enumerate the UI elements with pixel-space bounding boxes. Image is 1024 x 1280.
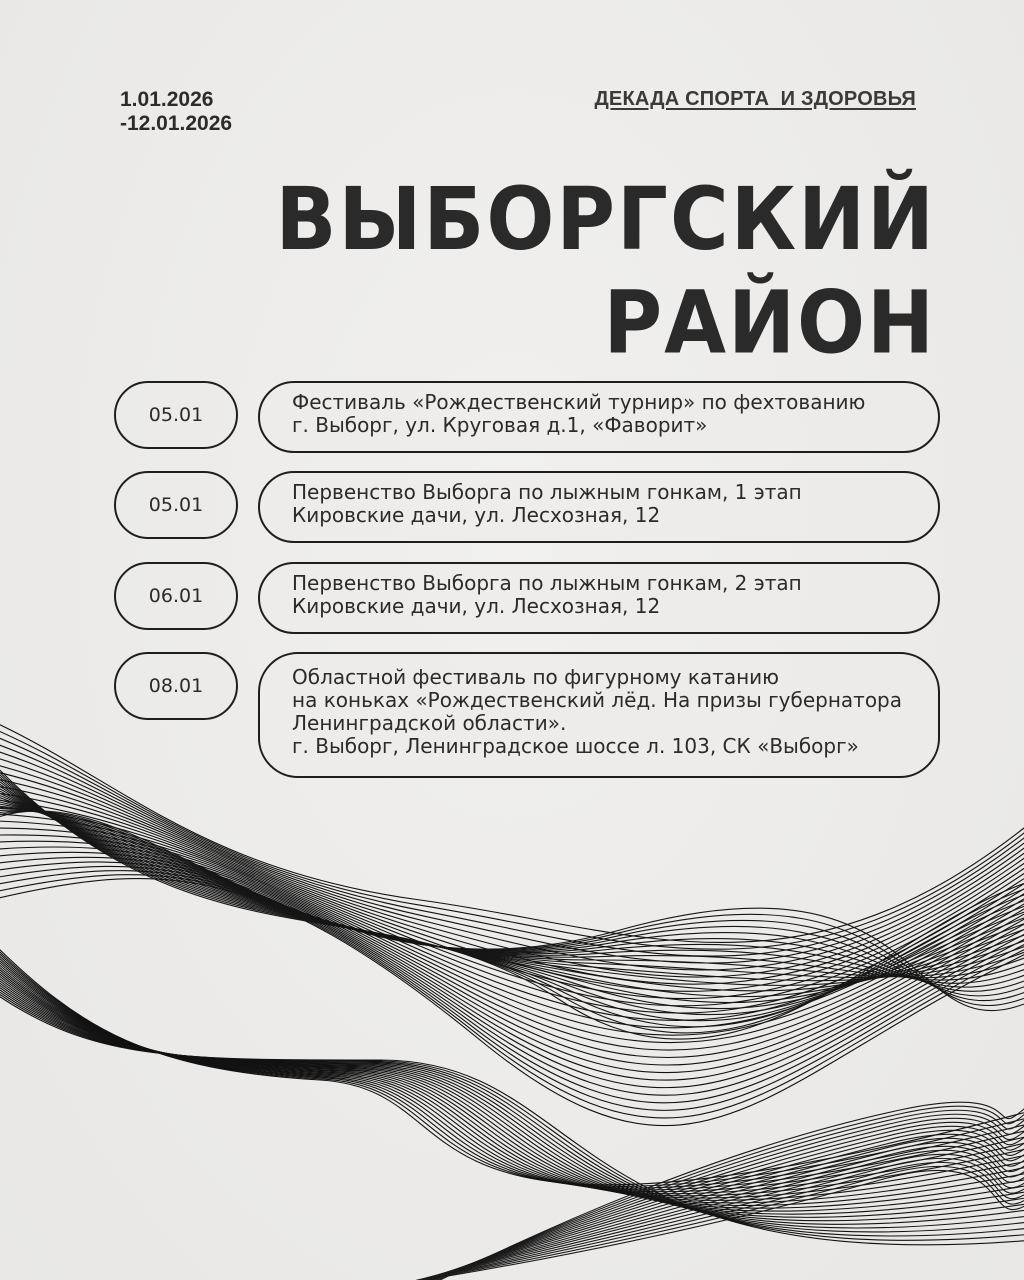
- title-line-2: РАЙОН: [603, 272, 936, 374]
- event-location: Кировские дачи, ул. Лесхозная, 12: [292, 594, 661, 618]
- event-date-pill: 05.01: [114, 471, 238, 539]
- event-title: Первенство Выборга по лыжным гонкам, 2 этап: [292, 571, 802, 595]
- date-range: [120, 88, 232, 136]
- event-description-pill: [258, 652, 940, 778]
- wave-line: [0, 760, 1024, 1039]
- event-date-pill: 08.01: [114, 652, 238, 720]
- wave-line: [0, 971, 1024, 1214]
- event-date-pill: 05.01: [114, 381, 238, 449]
- event-title: Первенство Выборга по лыжным гонкам, 1 этап: [292, 480, 802, 504]
- date-range-end: -12.01.2026: [120, 112, 233, 135]
- event-description-pill: [258, 562, 940, 634]
- event-description-pill: [258, 381, 940, 453]
- event-date-pill: 06.01: [114, 562, 238, 630]
- event-title-continued: Ленинградской области».: [292, 711, 567, 735]
- wave-line: [0, 778, 1024, 999]
- event-location: г. Выборг, ул. Круговая д.1, «Фаворит»: [292, 413, 708, 437]
- event-title: Фестиваль «Рождественский турнир» по фехтованию: [292, 390, 866, 414]
- subtitle: ДЕКАДА СПОРТА И ЗДОРОВЬЯ: [594, 88, 916, 110]
- event-location: г. Выборг, Ленинградское шоссе л. 103, СК «Выборг»: [292, 734, 859, 758]
- wave-line: [0, 799, 1024, 1020]
- event-location: Кировские дачи, ул. Лесхозная, 12: [292, 503, 661, 527]
- page-title: [276, 168, 936, 375]
- wave-line: [0, 966, 1024, 1208]
- wave-line: [0, 866, 1024, 1102]
- event-description-pill: [258, 471, 940, 543]
- wave-line: [374, 1154, 1024, 1280]
- event-title-continued: на коньках «Рождественский лёд. На призы губернатора: [292, 688, 903, 712]
- wave-line: [0, 763, 1024, 1033]
- wave-line: [0, 769, 1024, 1021]
- wave-line: [0, 957, 1024, 1198]
- wave-line: [0, 792, 1024, 1013]
- title-line-1: ВЫБОРГСКИЙ: [275, 169, 936, 270]
- event-title: Областной фестиваль по фигурному катанию: [292, 665, 780, 689]
- date-range-start: 1.01.2026: [120, 88, 214, 111]
